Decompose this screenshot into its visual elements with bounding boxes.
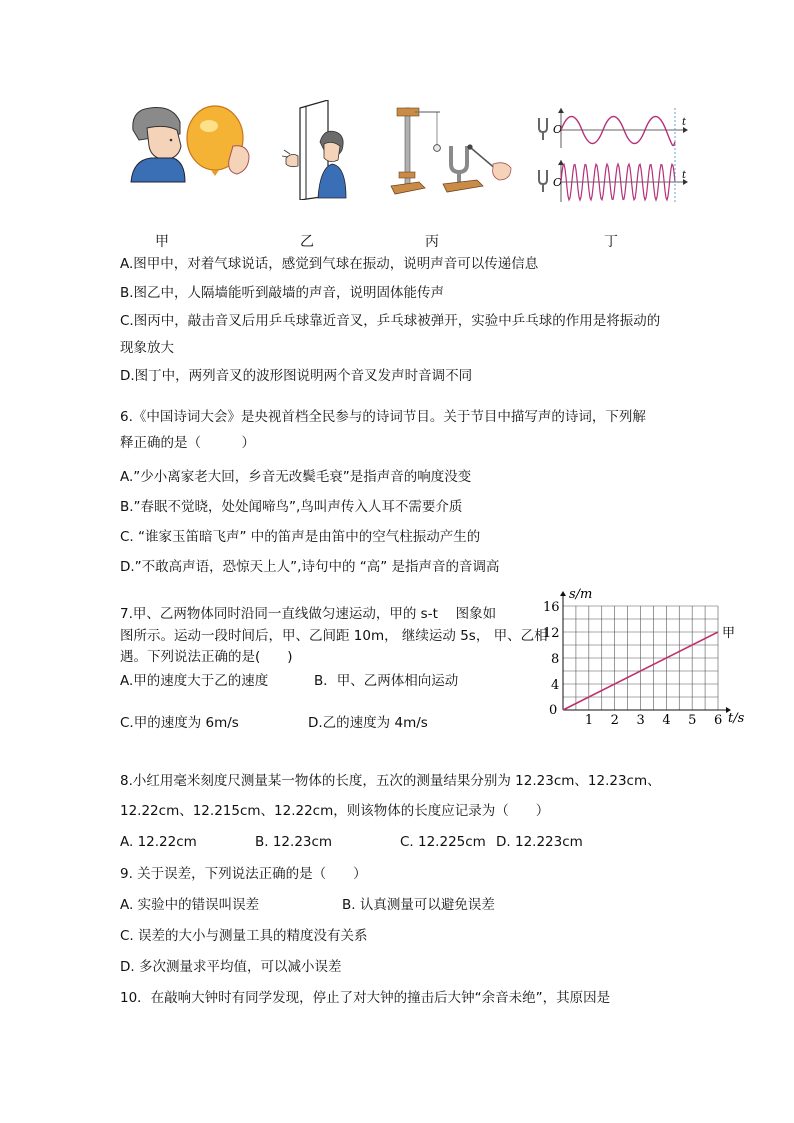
caption-bing: 丙: [425, 234, 439, 250]
q7-option-c: C.甲的速度为 6m/s: [120, 715, 239, 731]
q6-option-c: C. “谁家玉笛暗飞声” 中的笛声是由笛中的空气柱振动产生的: [120, 529, 481, 545]
q7-stem-line3: 遇。下列说法正确的是( ): [120, 649, 293, 665]
q5-option-c-cont: 现象放大: [120, 340, 174, 356]
figure-jia-balloon: [125, 100, 255, 185]
q9-option-b: B. 认真测量可以避免误差: [342, 897, 495, 913]
chart-x-tick-label: 4: [662, 713, 671, 728]
q6-stem-line2: 释正确的是（ ）: [120, 435, 255, 451]
chart-x-tick-label: 1: [584, 713, 594, 728]
q9-option-d: D. 多次测量求平均值，可以减小误差: [120, 959, 342, 975]
q5-option-d: D.图丁中，两列音叉的波形图说明两个音叉发声时音调不同: [120, 368, 473, 384]
chart-y-arrow: [560, 591, 566, 596]
chart-y-tick-label: 16: [543, 600, 560, 615]
q9-stem: 9. 关于误差，下列说法正确的是（ ）: [120, 866, 367, 882]
chart-x-tick-label: 0: [549, 703, 558, 718]
q7-stem-line1: 7.甲、乙两物体同时沿同一直线做匀速运动，甲的 s-t 图象如: [120, 606, 497, 622]
chart-y-tick-label: 12: [543, 626, 560, 641]
ding-t-label-2: t: [682, 170, 687, 181]
q5-option-c: C.图丙中，敲击音叉后用乒乓球靠近音叉，乒乓球被弹开，实验中乒乓球的作用是将振动的: [120, 313, 661, 329]
q8-stem-line2: 12.22cm、12.215cm、12.22cm，则该物体的长度应记录为（ ）: [120, 803, 550, 819]
chart-x-tick-label: 3: [636, 713, 645, 728]
caption-yi: 乙: [300, 234, 314, 250]
figure-ding-waveforms: [535, 104, 695, 204]
ding-origin-label-1: O: [553, 123, 563, 136]
caption-ding: 丁: [604, 234, 618, 250]
q6-stem-line1: 6.《中国诗词大会》是央视首档全民参与的诗词节目。关于节目中描写声的诗词，下列解: [120, 409, 646, 425]
chart-x-axis-label: t/s: [728, 711, 745, 726]
figure-bing-tuning-fork: [385, 98, 515, 198]
chart-y-tick-label: 4: [551, 678, 560, 693]
chart-y-tick-label: 8: [551, 652, 560, 667]
q8-stem-line1: 8.小红用毫米刻度尺测量某一物体的长度，五次的测量结果分别为 12.23cm、12.23cm、: [120, 773, 661, 789]
q7-stem-line2: 图所示。运动一段时间后，甲、乙间距 10m， 继续运动 5s， 甲、乙相: [120, 628, 548, 644]
q9-option-c: C. 误差的大小与测量工具的精度没有关系: [120, 928, 368, 944]
q9-option-a: A. 实验中的错误叫误差: [120, 897, 260, 913]
q7-option-d: D.乙的速度为 4m/s: [308, 715, 428, 731]
q7-option-b: B．甲、乙两体相向运动: [314, 673, 459, 689]
q6-option-b: B.”春眠不觉晓，处处闻啼鸟”,鸟叫声传入人耳不需要介质: [120, 499, 463, 515]
q8-option-d: D. 12.223cm: [496, 834, 583, 850]
chart-x-tick-label: 6: [714, 713, 723, 728]
q10-stem: 10．在敲响大钟时有同学发现，停止了对大钟的撞击后大钟“余音未绝”，其原因是: [120, 990, 611, 1006]
caption-jia: 甲: [155, 234, 169, 250]
figure-yi-wall: [280, 100, 350, 200]
q5-option-b: B.图乙中，人隔墙能听到敲墙的声音，说明固体能传声: [120, 285, 445, 301]
chart-y-axis-label: s/m: [569, 587, 593, 602]
q7-option-a: A.甲的速度大于乙的速度: [120, 673, 269, 689]
chart-x-tick-label: 5: [688, 713, 697, 728]
q5-option-a: A.图甲中，对着气球说话，感觉到气球在振动，说明声音可以传递信息: [120, 256, 539, 272]
chart-x-tick-label: 2: [610, 713, 619, 728]
q8-option-b: B. 12.23cm: [255, 834, 333, 850]
ding-t-label-1: t: [682, 117, 687, 128]
chart-series-label: 甲: [722, 626, 736, 641]
q8-option-a: A. 12.22cm: [120, 834, 197, 850]
q8-option-c: C. 12.225cm: [400, 834, 486, 850]
q7-st-chart: [530, 580, 750, 730]
q6-option-d: D.”不敢高声语，恐惊天上人”,诗句中的 “高” 是指声音的音调高: [120, 559, 500, 575]
ding-origin-label-2: O: [553, 176, 563, 189]
q6-option-a: A.”少小离家老大回，乡音无改鬓毛衰”是指声音的响度没变: [120, 469, 472, 485]
